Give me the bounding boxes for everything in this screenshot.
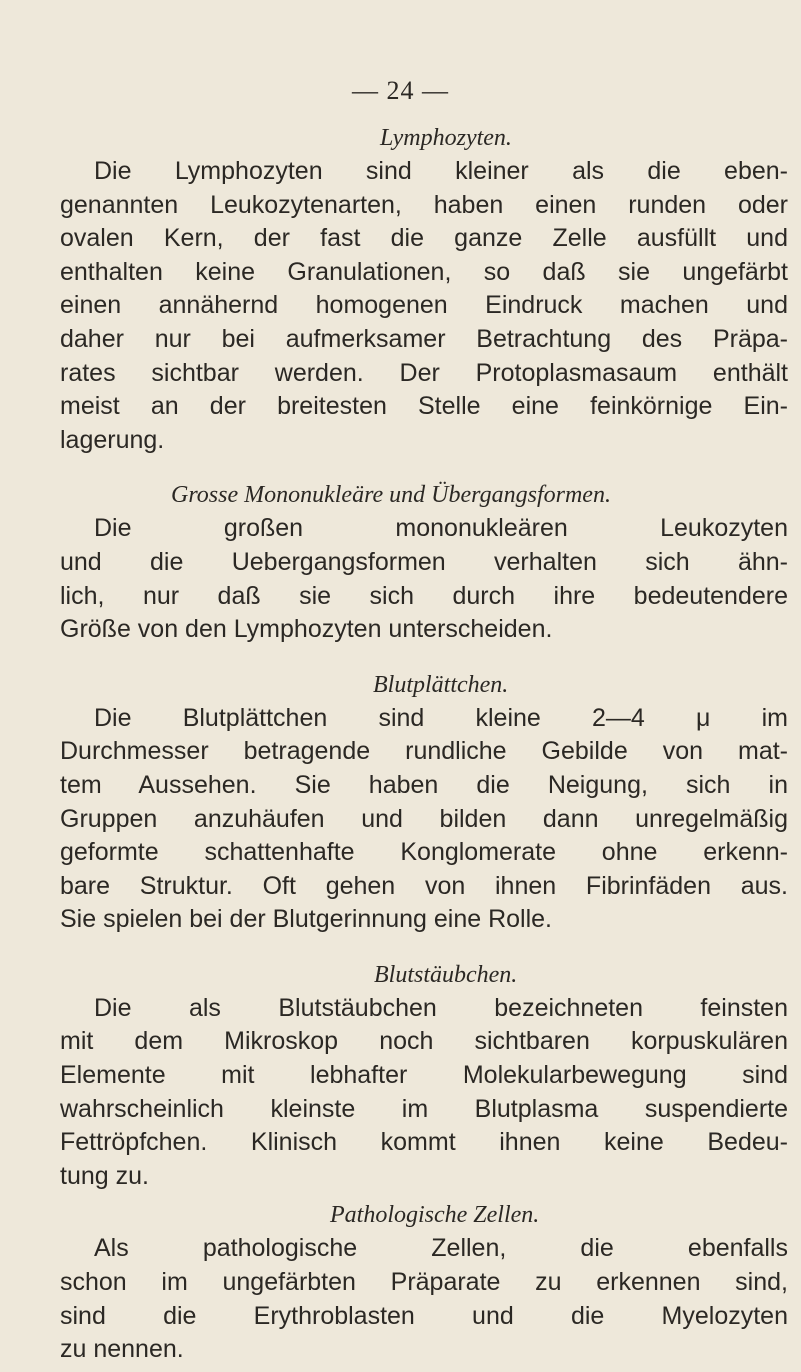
section-blutplaettchen <box>60 669 788 937</box>
text-line: lich, nur daß sie sich durch ihre bedeutendere <box>60 581 788 610</box>
section-blutstaeubchen <box>60 959 788 1194</box>
text-column <box>60 122 788 1367</box>
text-line: tung zu. <box>60 1161 149 1190</box>
section-heading: Grosse Mononukleäre und Übergangsformen. <box>171 482 611 509</box>
section-lymphozyten <box>60 122 788 457</box>
text-line: daher nur bei aufmerksamer Betrachtung des Präpa- <box>60 324 788 353</box>
text-line: Die Lymphozyten sind kleiner als die eben- <box>94 157 788 185</box>
text-line: Größe von den Lymphozyten unterscheiden. <box>60 615 553 644</box>
text-line: schon im ungefärbten Präparate zu erkennen sind, <box>60 1268 788 1297</box>
text-line: Die großen mononukleären Leukozyten <box>94 514 788 543</box>
text-line: Als pathologische Zellen, die ebenfalls <box>94 1234 788 1263</box>
text-line: genannten Leukozytenarten, haben einen runden oder <box>60 190 788 219</box>
text-line: Durchmesser betragende rundliche Gebilde von mat- <box>60 737 788 766</box>
paragraph <box>60 702 788 937</box>
page-number: — 24 — <box>352 76 449 105</box>
text-line: Elemente mit lebhafter Molekularbewegung sind <box>60 1061 788 1090</box>
text-line: ovalen Kern, der fast die ganze Zelle ausfüllt und <box>60 224 788 253</box>
text-line: Die als Blutstäubchen bezeichneten feinsten <box>94 993 788 1022</box>
text-line: einen annähernd homogenen Eindruck machen und <box>60 291 788 320</box>
text-line: Die Blutplättchen sind kleine 2—4 μ im <box>94 703 788 732</box>
text-line: Sie spielen bei der Blutgerinnung eine Rolle. <box>60 905 552 934</box>
section-heading: Blutstäubchen. <box>374 961 518 988</box>
paragraph <box>60 992 788 1194</box>
text-line: enthalten keine Granulationen, so daß sie ungefärbt <box>60 257 788 286</box>
text-line: geformte schattenhafte Konglomerate ohne erkenn- <box>60 838 788 867</box>
paragraph <box>60 155 788 457</box>
section-heading: Blutplättchen. <box>373 671 509 698</box>
section-heading: Pathologische Zellen. <box>330 1202 540 1229</box>
text-line: und die Uebergangsformen verhalten sich ähn- <box>60 547 788 576</box>
section-pathologische-zellen <box>60 1199 788 1366</box>
paragraph <box>60 1232 788 1366</box>
paragraph <box>60 512 788 646</box>
text-line: Fettröpfchen. Klinisch kommt ihnen keine Bedeu- <box>60 1128 788 1157</box>
text-line: Gruppen anzuhäufen und bilden dann unregelmäßig <box>60 804 788 833</box>
text-line: bare Struktur. Oft gehen von ihnen Fibrinfäden aus. <box>60 871 788 900</box>
text-line: lagerung. <box>60 425 165 454</box>
text-line: wahrscheinlich kleinste im Blutplasma suspendierte <box>60 1094 788 1123</box>
text-line: mit dem Mikroskop noch sichtbaren korpuskulären <box>60 1027 788 1056</box>
section-mononukleaere <box>60 479 788 646</box>
text-line: sind die Erythroblasten und die Myelozyten <box>60 1301 788 1330</box>
section-heading: Lymphozyten. <box>380 125 512 151</box>
text-line: meist an der breitesten Stelle eine feinkörnige Ein- <box>60 392 788 421</box>
text-line: tem Aussehen. Sie haben die Neigung, sich in <box>60 770 788 799</box>
text-line: zu nennen. <box>60 1335 184 1364</box>
text-line: rates sichtbar werden. Der Protoplasmasaum enthält <box>60 358 788 387</box>
